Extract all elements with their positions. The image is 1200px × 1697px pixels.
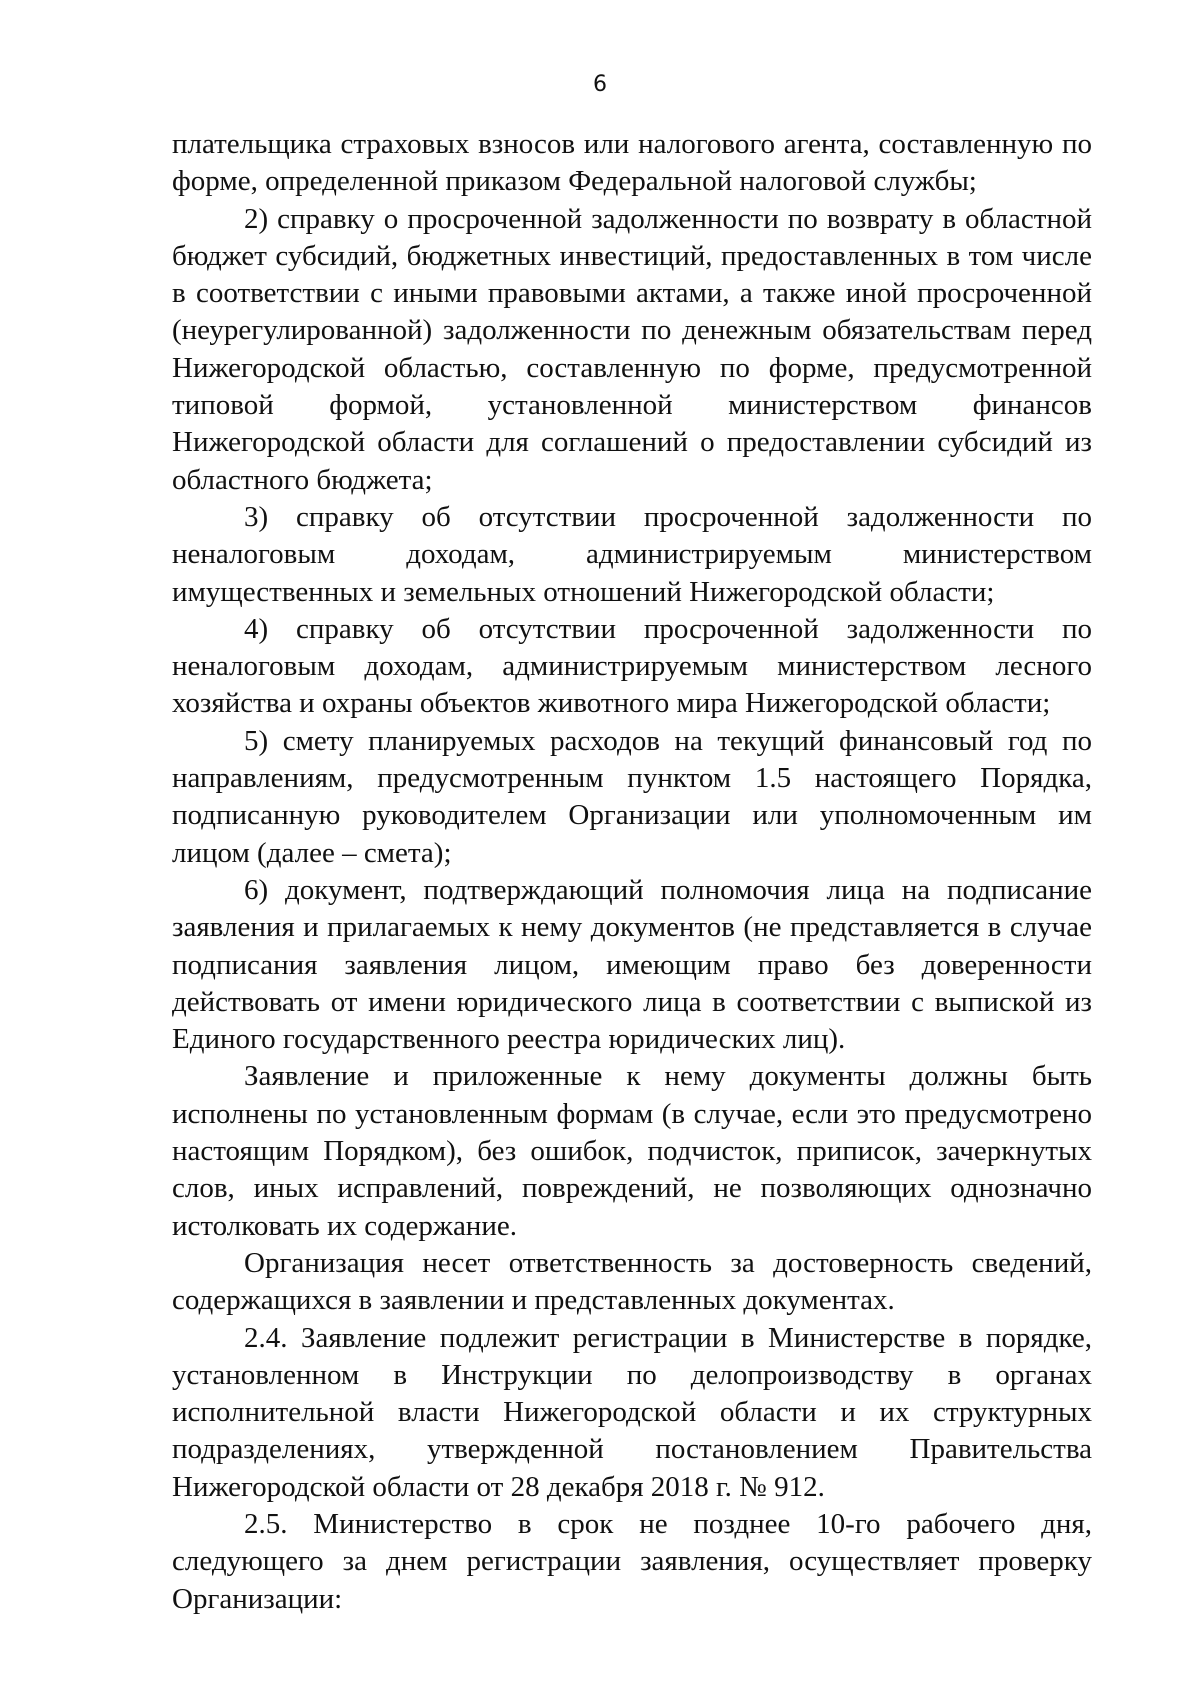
paragraph-2-4: 2.4. Заявление подлежит регистрации в Министерстве в порядке, установленном в Инструкции по делопроизводству в органах исполнительной власти Нижегородской области и их структурных подразделениях, утвержденной постановлением Правительства Нижегородской области от 28 декабря 2018 г. № 912. [172, 1321, 1092, 1503]
paragraph-documents-requirements: Заявление и приложенные к нему документы должны быть исполнены по установленным формам (в случае, если это предусмотрено настоящим Порядком), без ошибок, подчисток, приписок, зачеркнутых слов, иных исправлений, повреждений, не позволяющих однозначно истолковать их содержание. [172, 1060, 1092, 1242]
paragraph-item-3: 3) справку об отсутствии просроченной задолженности по неналоговым доходам, администрируемым министерством имущественных и земельных отношений Нижегородской области; [172, 500, 1092, 608]
paragraph-item-6: 6) документ, подтверждающий полномочия лица на подписание заявления и прилагаемых к нему документов (не представляется в случае подписания заявления лицом, имеющим право без доверенности действовать от имени юридического лица в соответствии с выпиской из Единого государственного реестра юридических лиц). [172, 873, 1092, 1056]
page-number: 6 [593, 72, 607, 97]
paragraph-item-5: 5) смету планируемых расходов на текущий финансовый год по направлениям, предусмотренным пунктом 1.5 настоящего Порядка, подписанную руководителем Организации или уполномоченным им лицом (далее – смета); [172, 724, 1092, 869]
paragraph-responsibility: Организация несет ответственность за достоверность сведений, содержащихся в заявлении и представленных документах. [172, 1246, 1092, 1317]
paragraph-2-5: 2.5. Министерство в срок не позднее 10-го рабочего дня, следующего за днем регистрации заявления, осуществляет проверку Организации: [172, 1507, 1092, 1615]
paragraph-continuation: плательщика страховых взносов или налогового агента, составленную по форме, определенной приказом Федеральной налоговой службы; [172, 128, 1092, 198]
paragraph-item-2: 2) справку о просроченной задолженности по возврату в областной бюджет субсидий, бюджетных инвестиций, предоставленных в том числе в соответствии с иными правовыми актами, а также иной просроченной (неурегулированной) задолженности по денежным обязательствам перед Нижегородской областью, составленную по форме, предусмотренной типовой формой, установленной министерством финансов Нижегородской области для соглашений о предоставлении субсидий из областного бюджета; [172, 202, 1092, 496]
document-body [172, 126, 1092, 1618]
paragraph-item-4: 4) справку об отсутствии просроченной задолженности по неналоговым доходам, администрируемым министерством лесного хозяйства и охраны объектов животного мира Нижегородской области; [172, 612, 1092, 720]
